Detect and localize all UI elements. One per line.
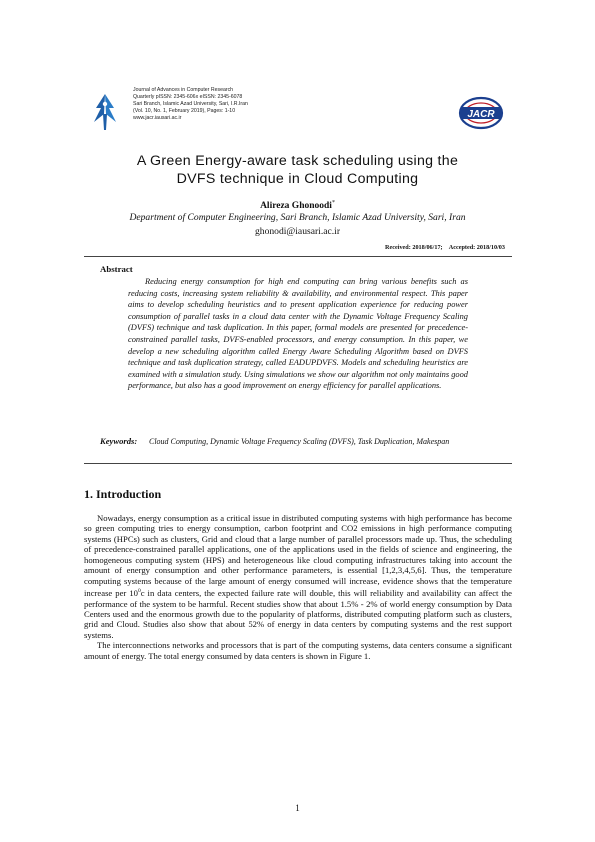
accepted-label: Accepted: — [448, 244, 476, 251]
paragraph-1 — [84, 513, 512, 640]
top-rule — [84, 256, 512, 257]
svg-text:JACR: JACR — [467, 109, 495, 120]
keywords-heading: Keywords: — [100, 436, 138, 446]
introduction-body — [84, 513, 512, 661]
journal-institution: Sari Branch, Islamic Azad University, Sari, I.R.Iran — [133, 101, 248, 107]
journal-volume: (Vol. 10, No. 1, February 2019), Pages: 1-10 — [133, 108, 236, 114]
author-mark: * — [331, 200, 335, 206]
title-line-2: DVFS technique in Cloud Computing — [176, 171, 419, 187]
page-number: 1 — [295, 803, 300, 813]
accepted-date: 2018/10/03 — [476, 244, 505, 251]
journal-website: www.jacr.iausari.ac.ir — [133, 115, 182, 121]
author-name: Alireza Ghonoodi — [260, 201, 332, 212]
affiliation: Department of Computer Engineering, Sari Branch, Islamic Azad University, Sari, Iran — [129, 212, 466, 223]
abstract-heading: Abstract — [100, 264, 133, 274]
journal-info — [133, 87, 323, 122]
received-label: Received: — [385, 244, 411, 251]
university-logo — [90, 92, 120, 132]
jacr-logo — [455, 96, 507, 130]
journal-issn: Quarterly pISSN: 2345-606x eISSN: 2345-6078 — [133, 94, 243, 100]
degree-superscript: 0 — [137, 588, 141, 595]
section-heading-introduction: 1. Introduction — [84, 487, 162, 501]
title-line-1: A Green Energy-aware task scheduling using the — [136, 153, 459, 169]
journal-name: Journal of Advances in Computer Research — [133, 87, 234, 93]
submission-dates — [200, 244, 505, 251]
keywords-text: Cloud Computing, Dynamic Voltage Frequency Scaling (DVFS), Task Duplication, Makespan — [149, 437, 450, 446]
paragraph-1-part-b: c in data centers, the expected failure rate will double, this will reliability and availability can affect the performance of the system to be harmful. Recent studies show that about 1.5% - 2% of world energy consumption by Data Centers used and the enormous growth due to the popularity of platforms, distributed computing platform such as clusters, grid and Cloud. Studies also show that about 52% of energy in data centers by computing systems and the rest support systems. — [84, 588, 512, 640]
abstract-text: Reducing energy consumption for high end computing can bring various benefits such as reducing costs, increasing system reliability & availability, and environmental respect. This paper aims to develop scheduling heuristics and to present application experience for reducing power consumption of parallel tasks in a cloud data center with the Dynamic Voltage Frequency Scaling (DVFS) technique and task duplication. In this paper, formal models are presented for precedence-constrained parallel tasks, DVFS-enabled processors, and energy consumption. In this paper, we develop a new scheduling algorithm called Energy Aware Scheduling Algorithm based on DVFS technique and task duplication strategy, called EADUPDVFS. Models and scheduling heuristics are examined with a simulation study. Using simulations we show our algorithm not only maintains good performance, but also has a good improvement on energy efficiency for parallel applications. — [128, 277, 468, 391]
author — [60, 200, 535, 211]
paragraph-2: The interconnections networks and processors that is part of the computing systems, data centers consume a significant amount of energy. The total energy consumed by data centers is shown in Figure 1. — [84, 640, 512, 661]
paper-title — [60, 152, 535, 188]
bottom-rule — [84, 463, 512, 464]
received-date: 2018/06/17; — [412, 244, 443, 251]
paragraph-1-part-a: Nowadays, energy consumption as a critical issue in distributed computing systems with high performance has become so green computing tries to energy consumption, carbon footprint and CO2 emissions in high performance computing systems (HPCs) such as clusters, Grid and cloud that a large number of parallel processors made up. Thus, the scheduling of precedence-constrained parallel applications, one of the applications used in the fields of science and engineering, the homogeneous computing system (HPS) and heterogeneous like cloud computing infrastructures taking into account the amount of energy consumption and other performance parameters, is essential [1,2,3,4,5,6]. Thus, the temperature computing systems because of the large amount of energy consumed will increase, evidence shows that the temperature increase per 10 — [84, 513, 512, 599]
author-email: ghonodi@iausari.ac.ir — [254, 226, 341, 237]
